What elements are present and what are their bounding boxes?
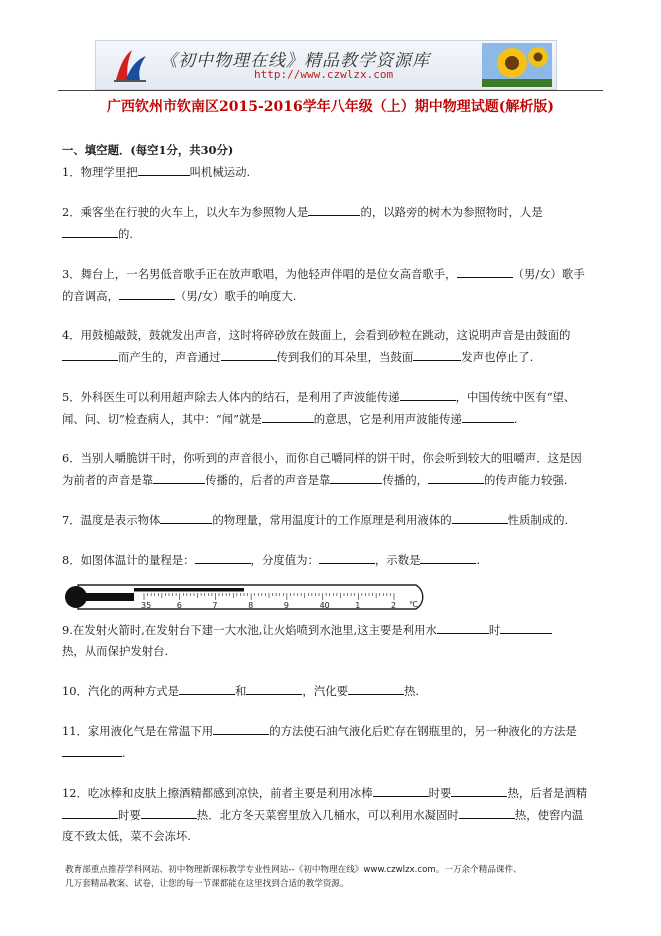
footer-line-2: 几万套精品教案、试卷，让您的每一节课都能在这里找到合适的教学资源。 [65, 879, 349, 889]
q10-text-a: 10．汽化的两种方式是 [62, 684, 180, 698]
question-9 [62, 619, 590, 662]
answer-blank[interactable] [437, 619, 489, 634]
answer-blank[interactable] [451, 782, 507, 797]
thermometer-unit: ℃ [409, 600, 418, 609]
answer-blank[interactable] [213, 720, 269, 735]
q6-text-b: 传播的，后者的声音是靠 [205, 473, 331, 487]
thermometer-scale-label: 2 [391, 601, 397, 610]
q7-text-c: 性质制成的. [507, 513, 569, 527]
question-1 [62, 161, 590, 183]
answer-blank[interactable] [373, 782, 429, 797]
answer-blank[interactable] [195, 549, 251, 564]
page-footer [65, 863, 605, 891]
thermometer-mercury [134, 588, 244, 592]
q6-text-d: 的传声能力较强. [484, 473, 568, 487]
answer-blank[interactable] [138, 161, 190, 176]
q5-text-b: ，中国传统中医有“望、闻、问、切”检查病人，其中：“闻”就是 [62, 390, 576, 426]
question-4 [62, 325, 590, 368]
answer-blank[interactable] [500, 619, 552, 634]
q8-text-a: 8．如图体温计的量程是： [62, 553, 195, 567]
q5-text-d: . [513, 412, 518, 426]
q11-text-b: 的方法使石油气液化后贮存在钢瓶里的，另一种液化的方法是 [269, 724, 577, 738]
answer-blank[interactable] [452, 509, 508, 524]
answer-blank[interactable] [119, 285, 175, 300]
q4-text-d: 发声也停止了. [461, 350, 534, 364]
answer-blank[interactable] [457, 263, 513, 278]
answer-blank[interactable] [413, 346, 461, 361]
answer-blank[interactable] [462, 408, 514, 423]
question-11 [62, 720, 590, 764]
q9-text-b: 时 [488, 623, 501, 637]
answer-blank[interactable] [221, 346, 277, 361]
page-title: 广西钦州市钦南区2015-2016学年八年级（上）期中物理试题(解析版) [107, 99, 554, 115]
question-7 [62, 509, 590, 531]
answer-blank[interactable] [400, 386, 456, 401]
section-heading: 一、填空题．(每空1分，共30分) [62, 143, 234, 157]
q8-text-d: . [476, 553, 481, 567]
q11-text-a: 11．家用液化气是在常温下用 [62, 724, 214, 738]
thermometer-scale-label: 35 [141, 601, 152, 610]
answer-blank[interactable] [262, 408, 314, 423]
q10-text-c: ，汽化要 [302, 684, 348, 698]
q1-text-b: 叫机械运动. [189, 165, 251, 179]
sunflower-icon [482, 43, 552, 87]
q7-text-b: 的物理量，常用温度计的工作原理是利用液体的 [212, 513, 452, 527]
footer-line-1: 教育部重点推荐学科网站、初中物理新课标教学专业性网站--《初中物理在线》www.czwlzx.com。一万余个精品课件、 [65, 865, 522, 875]
question-10 [62, 680, 590, 702]
header-rule [58, 90, 603, 91]
q3-text-a: 3．舞台上，一名男低音歌手正在放声歌唱，为他轻声伴唱的是位女高音歌手， [62, 267, 457, 281]
q7-text-a: 7．温度是表示物体 [62, 513, 161, 527]
answer-blank[interactable] [308, 201, 360, 216]
q10-text-b: 和 [235, 684, 247, 698]
site-logo-icon [110, 46, 150, 84]
q9-text-c: 热，从而保护发射台. [62, 644, 169, 658]
q12-text-e: 热．北方冬天菜窖里放入几桶水，可以利用水凝固时 [196, 808, 459, 822]
q10-text-d: 热. [404, 684, 420, 698]
answer-blank[interactable] [62, 223, 118, 238]
q6-text-c: 传播的， [382, 473, 429, 487]
thermometer-scale-label: 9 [283, 601, 289, 610]
answer-blank[interactable] [62, 742, 122, 757]
q4-text-a: 4．用鼓槌敲鼓，鼓就发出声音，这时将碎砂放在鼓面上，会看到砂粒在跳动，这说明声音是由鼓面的 [62, 328, 571, 342]
question-5 [62, 386, 590, 430]
q6-text-a: 6．当别人嚼脆饼干时，你听到的声音很小，而你自己嚼同样的饼干时，你会听到较大的咀嚼声．这是因为前者的声音是靠 [62, 451, 582, 487]
q8-text-b: ，分度值为： [250, 553, 319, 567]
answer-blank[interactable] [420, 549, 476, 564]
question-3 [62, 263, 590, 307]
q2-text-a: 2．乘客坐在行驶的火车上，以火车为参照物人是 [62, 205, 309, 219]
answer-blank[interactable] [319, 549, 375, 564]
answer-blank[interactable] [246, 680, 302, 695]
q12-text-a: 12．吃冰棒和皮肤上擦酒精都感到凉快，前者主要是利用冰棒 [62, 786, 373, 800]
question-6 [62, 448, 590, 491]
answer-blank[interactable] [141, 804, 197, 819]
q3-text-b: （男/女）歌手的音调高， [62, 267, 585, 303]
answer-blank[interactable] [160, 509, 212, 524]
question-list [62, 140, 590, 847]
q12-text-f: 热，使窖内温度不致太低，菜不会冻坏. [62, 808, 584, 843]
q1-text-a: 1．物理学里把 [62, 165, 138, 179]
q9-text-a: 9.在发射火箭时,在发射台下建一大水池,让火焰喷到水池里,这主要是利用水 [62, 623, 437, 637]
q8-text-c: ，示数是 [374, 553, 421, 567]
thermometer-stem [76, 593, 134, 601]
q3-text-c: （男/女）歌手的响度大. [174, 289, 297, 303]
q12-text-c: 热，后者是酒精 [507, 786, 588, 800]
thermometer-scale-label: 6 [176, 601, 182, 610]
thermometer-scale-label: 7 [212, 601, 218, 610]
q4-text-b: 而产生的，声音通过 [118, 350, 221, 364]
answer-blank[interactable] [153, 469, 205, 484]
q2-text-c: 的. [118, 227, 134, 241]
q12-text-b: 时要 [428, 786, 452, 800]
q5-text-a: 5．外科医生可以利用超声除去人体内的结石，是利用了声波能传递 [62, 390, 400, 404]
thermometer-figure [64, 579, 434, 613]
q11-text-c: . [122, 746, 126, 760]
answer-blank[interactable] [428, 469, 484, 484]
thermometer-scale-label: 8 [248, 601, 254, 610]
answer-blank[interactable] [459, 804, 515, 819]
q12-text-d: 时要 [118, 808, 141, 822]
thermometer-scale-label: 1 [355, 601, 361, 610]
answer-blank[interactable] [62, 804, 118, 819]
header-banner [95, 40, 557, 90]
question-8 [62, 549, 590, 571]
q2-text-b: 的，以路旁的树木为参照物时，人是 [360, 205, 543, 219]
q4-text-c: 传到我们的耳朵里，当鼓面 [276, 350, 414, 364]
question-2 [62, 201, 590, 245]
answer-blank[interactable] [179, 680, 235, 695]
q5-text-c: 的意思，它是利用声波能传递 [313, 412, 462, 426]
thermometer-scale-label: 40 [319, 601, 330, 610]
question-12 [62, 782, 590, 847]
answer-blank[interactable] [348, 680, 404, 695]
banner-title: 《初中物理在线》精品教学资源库 [160, 51, 430, 71]
answer-blank[interactable] [330, 469, 382, 484]
answer-blank[interactable] [62, 346, 118, 361]
banner-url[interactable]: http://www.czwlzx.com [254, 68, 394, 81]
